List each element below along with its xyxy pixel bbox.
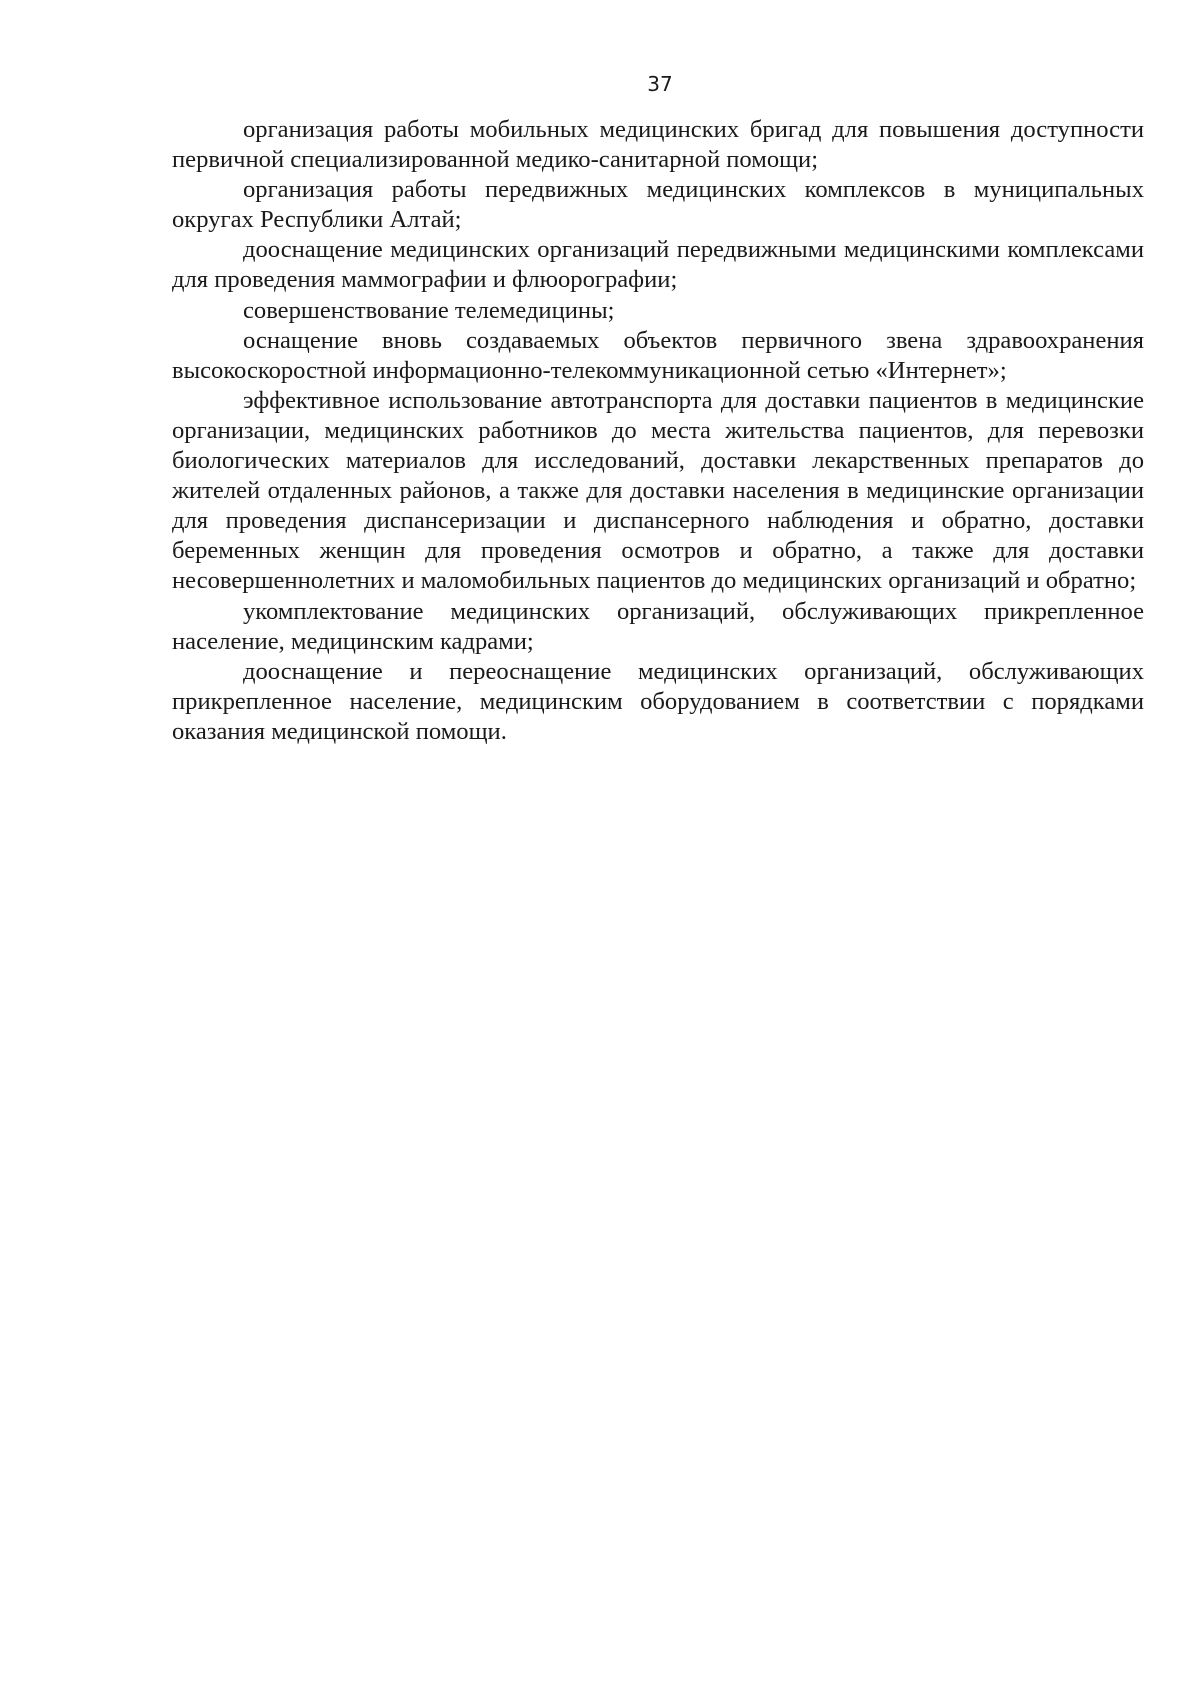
paragraph-transport-usage: эффективное использование автотранспорта для доставки пациентов в медицинские организации, медицинских работников до места жительства пациентов, для перевозки биологических материалов для исследований, доставки лекарственных препаратов до жителей отдаленных районов, а также для доставки населения в медицинские организации для проведения диспансеризации и диспансерного наблюдения и обратно, доставки беременных женщин для проведения осмотров и обратно, а также для доставки несовершеннолетних и маломобильных пациентов до медицинских организаций и обратно;: [172, 386, 1144, 595]
paragraph-mammography-equipment: дооснащение медицинских организаций передвижными медицинскими комплексами для проведения маммографии и флюорографии;: [172, 236, 1144, 294]
paragraph-equipment-upgrade: дооснащение и переоснащение медицинских организаций, обслуживающих прикрепленное население, медицинским оборудованием в соответствии с порядками оказания медицинской помощи.: [172, 657, 1144, 745]
paragraph-internet-connection: оснащение вновь создаваемых объектов первичного звена здравоохранения высокоскоростной информационно-телекоммуникационной сетью «Интернет»;: [172, 326, 1144, 384]
paragraph-mobile-complexes: организация работы передвижных медицинских комплексов в муниципальных округах Республики Алтай;: [172, 176, 1144, 234]
paragraph-mobile-brigades: организация работы мобильных медицинских бригад для повышения доступности первичной специализированной медико-санитарной помощи;: [172, 116, 1144, 174]
document-body: [172, 115, 1144, 747]
paragraph-staffing: укомплектование медицинских организаций, обслуживающих прикрепленное население, медицинским кадрами;: [172, 597, 1144, 655]
page-number: 37: [647, 72, 673, 96]
paragraph-telemedicine: совершенствование телемедицины;: [243, 296, 615, 324]
